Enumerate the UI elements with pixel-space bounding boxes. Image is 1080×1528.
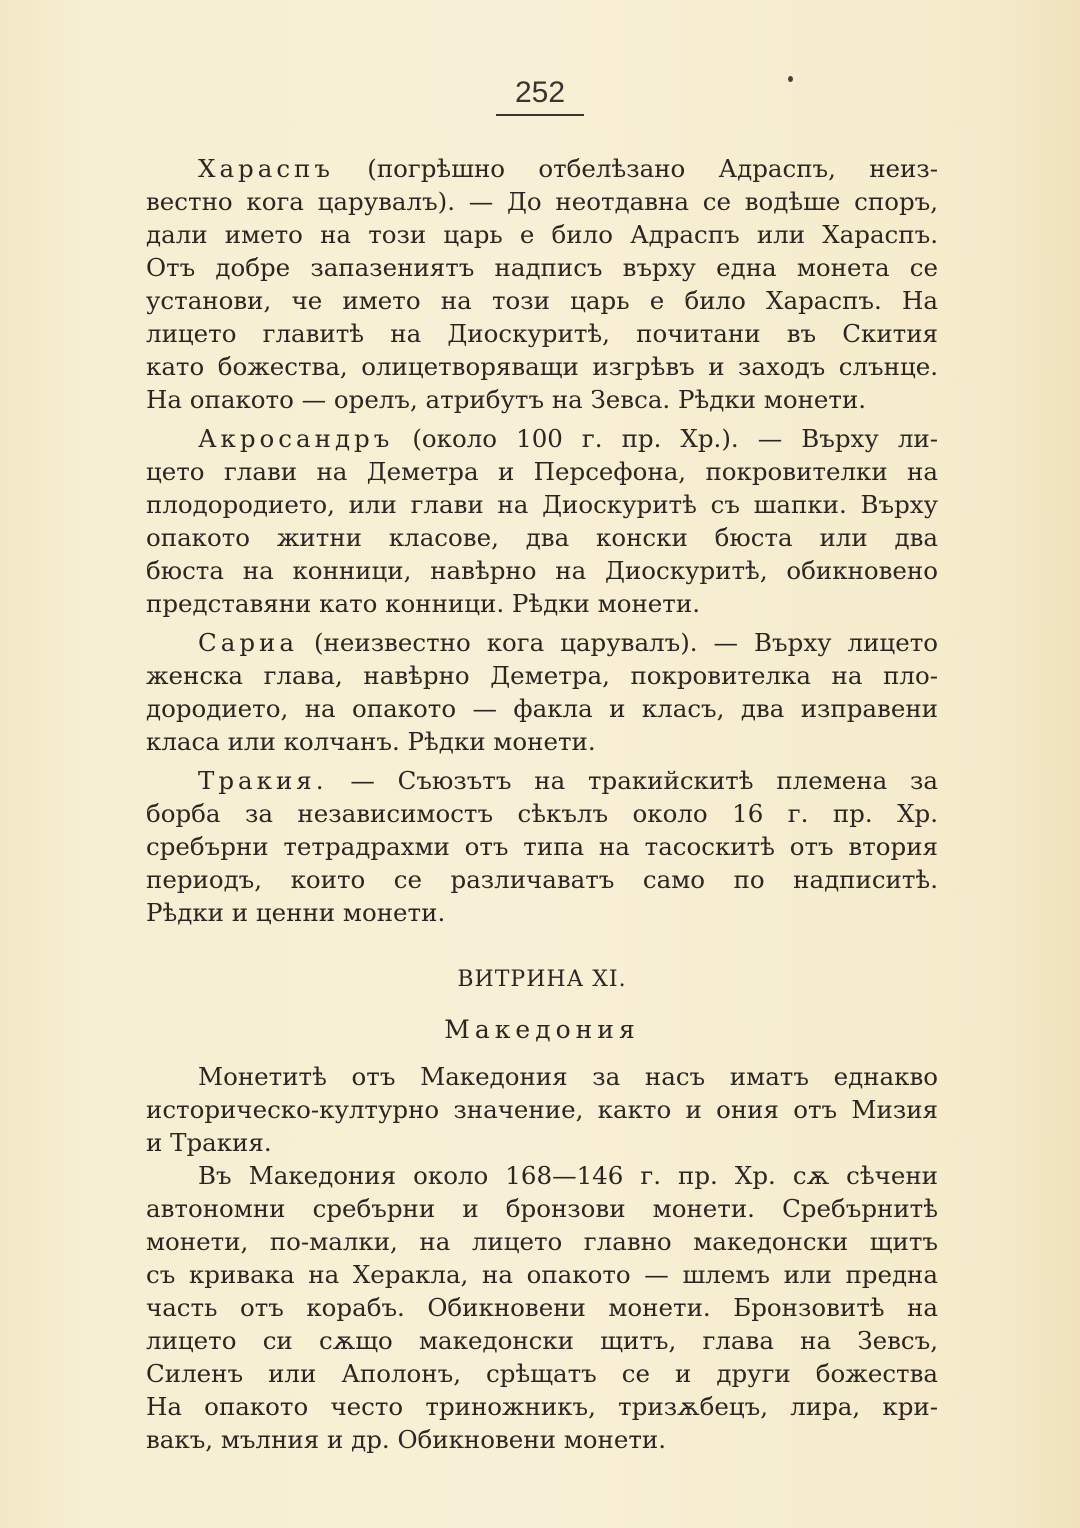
term-akrosandr: Акросандръ	[198, 424, 394, 453]
paragraph-intro: Монетитѣ отъ Македония за насъ иматъ еднакво историческо-културно значение, както и ония отъ Мизия и Тракия.	[146, 1062, 938, 1157]
main-text	[146, 152, 938, 929]
section-title: ВИТРИНА XI.	[457, 967, 627, 992]
term-harasp: Хараспъ	[198, 154, 334, 183]
term-saria: Сариа	[198, 628, 298, 657]
paragraph-trakia: Тракия. — Съюзътъ на тракийскитѣ племена за борба за независимостъ сѣкълъ около 16 г. пр. Хр. сребърни тетрадрахми отъ типа на тасоскитѣ отъ втория периодъ, които се различаватъ само по надписитѣ. Рѣдки и ценни монети.	[146, 766, 938, 927]
paragraph-akrosandr: Акросандръ (около 100 г. пр. Хр.). — Върху ли- цето глави на Деметра и Персефона, покровителки на плодородието, или глави на Диоскуритѣ съ шапки. Върху опакото житни класове, два конски бюста или два бюста на конници, навѣрно на Диоскуритѣ, обикновено представяни като конници. Рѣдки монети.	[146, 424, 938, 618]
section-subtitle: Македония	[444, 1015, 640, 1044]
section-text	[146, 1060, 938, 1456]
term-trakia: Тракия.	[198, 766, 328, 795]
page-number: 252	[496, 74, 584, 116]
paragraph-saria: Сариа (неизвестно кога царувалъ). — Върху лицето женска глава, навѣрно Деметра, покровителка на пло- дородието, на опакото — факла и класъ, два изправени класа или колчанъ. Рѣдки монети.	[146, 628, 938, 756]
ink-spot	[788, 76, 793, 82]
paragraph-harasp: Хараспъ (погрѣшно отбелѣзано Адраспъ, неиз- вестно кога царувалъ). — До неотдавна се водѣше споръ, дали името на този царь е било Адраспъ или Хараспъ. Отъ добре запазениятъ надписъ върху една монета се установи, че името на този царь е било Хараспъ. На лицето главитѣ на Диоскуритѣ, почитани въ Скития като божества, олицетворяващи изгрѣвъ и заходъ слънце. На опакото — орелъ, атрибутъ на Зевса. Рѣдки монети.	[146, 154, 938, 414]
paragraph-coins: Въ Македония около 168—146 г. пр. Хр. сѫ сѣчени автономни сребърни и бронзови монети. Сребърнитѣ монети, по-малки, на лицето главно македонски щитъ съ кривака на Херакла, на опакото — шлемъ или предна часть отъ корабъ. Обикновени монети. Бронзовитѣ на лицето си сѫщо македонски щитъ, глава на Зевсъ, Силенъ или Аполонъ, срѣщатъ се и други божества На опакото често триножникъ, тризѫбецъ, лира, кри- вакъ, мълния и др. Обикновени монети.	[146, 1161, 938, 1454]
